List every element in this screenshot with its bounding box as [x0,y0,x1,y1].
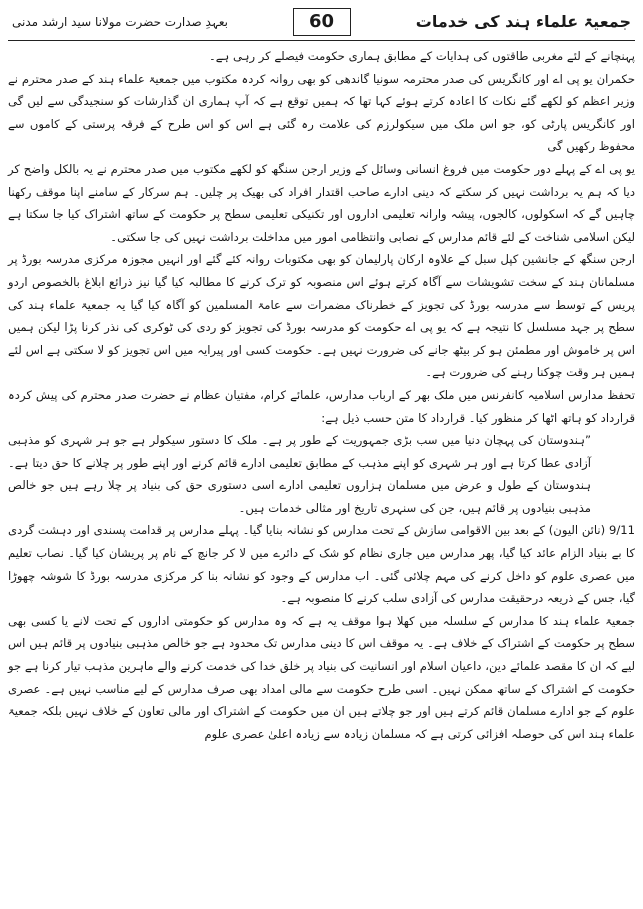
paragraph: جمعیۃ علماء ہند کا مدارس کے سلسلہ میں کھلا ہوا موقف یہ ہے کہ وہ مدارس کو حکومتی اداروں کے تحت لانے یا کسی بھی سطح پر حکومت کے اشتراک کے خلاف ہے۔ یہ موقف اس کا دینی مدارس تک محدود ہے جو خالص مذہبی بنیادوں پر قائم ہیں اس لیے کہ ان کا مقصد علمائے دین، داعیان اسلام اور انسانیت کی بنیاد پر خلق خدا کی خدمت کرنے والے ماہرین مذہب تیار کرنا ہے جو حکومت کے اشتراک کے ساتھ ممکن نہیں۔ اسی طرح حکومت سے مالی امداد بھی صرف مدارس کے لیے مناسب نہیں ہے۔ عصری علوم کے جو ادارے مسلمان قائم کرتے ہیں اور جو چلاتے ہیں ان میں حکومت کے اشتراک اور مالی تعاون کے خلاف نہیں بلکہ جمعیۃ علماء ہند اس کی حوصلہ افزائی کرتی ہے کہ مسلمان زیادہ سے زیادہ اعلیٰ عصری علوم [8,613,635,741]
resolution-quote: ”ہندوستان کی پہچان دنیا میں سب بڑی جمہوریت کے طور پر ہے۔ ملک کا دستور سیکولر ہے جو ہر شہری کو مذہبی آزادی عطا کرتا ہے اور ہر شہری کو اپنے مذہب کے مطابق تعلیمی ادارے قائم کرنے اور اپنے طور پر چلانے کا حق دیتا ہے۔ ہندوستان کے طول و عرض میں مسلمان ہزاروں تعلیمی ادارے اسی دستوری حق کی بنیاد پر چلا رہے ہیں جو خالص مذہبی بنیادوں پر قائم ہیں، جن کی سنہری تاریخ اور مثالی خدمات ہیں۔ [8,433,591,515]
paragraph: پہنچانے کے لئے مغربی طاقتوں کی ہدایات کے مطابق ہماری حکومت فیصلے کر رہی ہے۔ [208,49,635,63]
paragraph: یو پی اے کے پہلے دور حکومت میں فروغ انسانی وسائل کے وزیر ارجن سنگھ کو لکھے مکتوب میں صدر محترم نے یہ بالکل واضح کر دیا کہ ہم یہ برداشت نہیں کر سکتے کہ دینی ادارے صاحب اقتدار افراد کی بھیک پر چلیں۔ ہم سرکار کے سامنے اپنا موقف رکھنا چاہیں گے کہ اسکولوں، کالجوں، پیشہ وارانہ تعلیمی اداروں اور تکنیکی تعلیمی سطح پر حکومت کے ساتھ اشتراک کیا جا سکتا ہے لیکن اسلامی شناخت کے لئے قائم مدارس کے نصابی وانتظامی امور میں مداخلت برداشت نہیں کی جا سکتی۔ [8,161,635,244]
book-title: جمعیۃ علماء ہند کی خدمات [415,12,631,31]
body-text [8,45,635,745]
paragraph: ارجن سنگھ کے جانشین کپل سبل کے علاوہ ارکان پارلیمان کو بھی مکتوبات روانہ کئے گئے اور انہیں مجوزہ مرکزی مدرسہ بورڈ پر مسلمانان ہند کے سخت تشویشات سے آگاہ کرتے ہوئے اس منصوبہ کو ترک کرنے کا مطالبہ کیا گیا نیز ذرائع ابلاغ بالخصوص اردو پریس کے توسط سے مدرسہ بورڈ کی تجویز کے خطرناک مضمرات سے عامۃ المسلمین کو آگاہ کیا گیا یہ جمعیۃ علماء ہند کی سطح پر جہد مسلسل کا نتیجہ ہے کہ یو پی اے حکومت کو مدرسہ بورڈ کی تجویز کو ردی کی ٹوکری کی نذر کرنا پڑا لیکن ہمیں اس پر خاموش اور مطمئن ہو کر بیٹھ جانے کی ضرورت نہیں ہے۔ حکومت کسی اور پیرایہ میں اس تجویز کو لا سکتی ہے اس لئے ہمیں ہر وقت چوکنا رہنے کی ضرورت ہے۔ [8,252,635,380]
paragraph: 9/11 (نائن الیون) کے بعد بین الاقوامی سازش کے تحت مدارس کو نشانہ بنایا گیا۔ پہلے مدارس پر قدامت پسندی اور دہشت گردی کا بے بنیاد الزام عائد کیا گیا، پھر مدارس میں جاری نظام کو شک کے دائرے میں لا کر جانچ کے نام پر پریشان کیا گیا۔ نصاب تعلیم میں عصری علوم کو داخل کرنے کی مہم چلائی گئی۔ اب مدارس کے وجود کو نشانہ بنا کر مرکزی مدرسہ بورڈ کا شوشہ چھوڑا گیا، جس کے ذریعہ درحقیقت مدارس کی آزادی سلب کرنے کا منصوبہ ہے۔ [8,523,635,606]
page-number: 60 [293,8,351,36]
paragraph: حکمران یو پی اے اور کانگریس کی صدر محترمہ سونیا گاندھی کو بھی روانہ کردہ مکتوب میں جمعیۃ علماء ہند کے صدر محترم نے وزیر اعظم کو لکھے گئے نکات کا اعادہ کرتے ہوئے کہا تھا کہ ہمیں توقع ہے کہ آپ ہماری ان گذارشات کو سنجیدگی سے لیں گی اور کانگریس پارٹی کو، جو اس ملک میں سیکولرزم کی علامت رہ گئی ہے اس کو اس طرح کے فرقہ پرستی کے کاموں سے محفوظ رکھیں گی [8,71,635,154]
header-divider [8,40,635,41]
paragraph: تحفظ مدارس اسلامیہ کانفرنس میں ملک بھر کے ارباب مدارس، علمائے کرام، مفتیان عظام نے حضرت صدر محترم کی پیش کردہ قرارداد کو ہاتھ اٹھا کر منظور کیا۔ قرارداد کا متن حسب ذیل ہے: [8,387,635,425]
header-subtitle: بعہدِ صدارت حضرت مولانا سید ارشد مدنی [12,15,228,29]
page-header [8,6,635,40]
